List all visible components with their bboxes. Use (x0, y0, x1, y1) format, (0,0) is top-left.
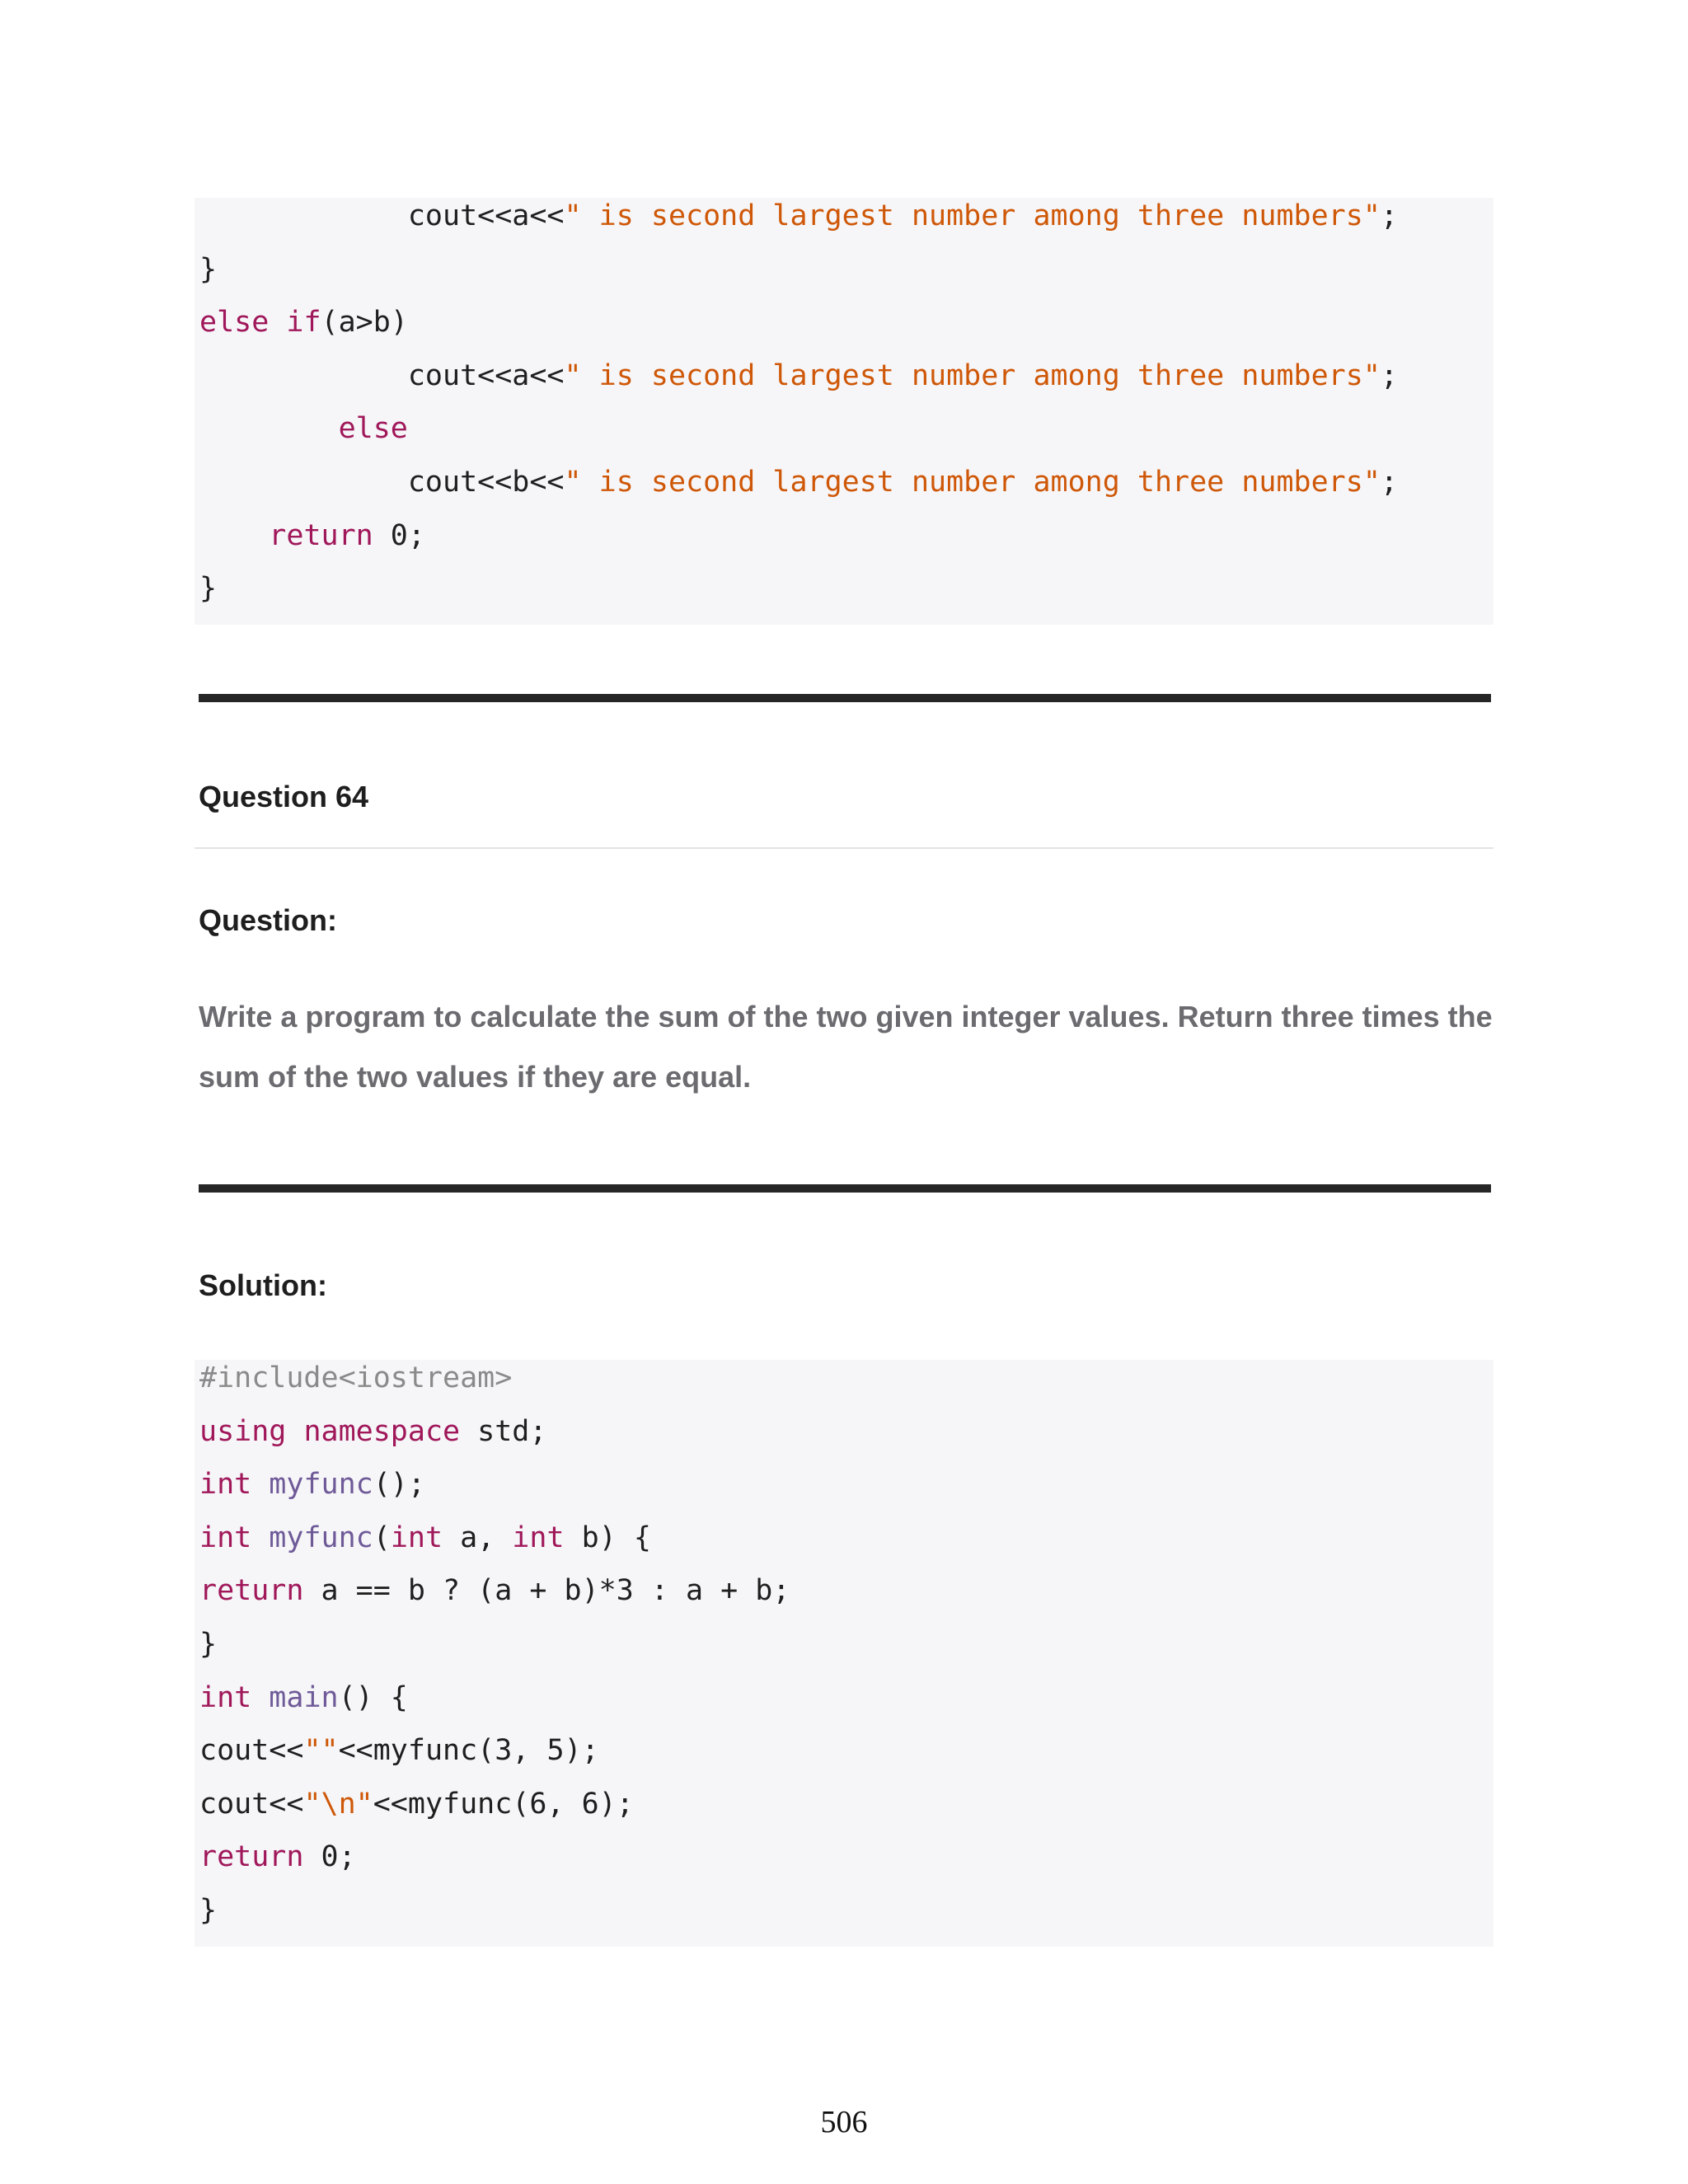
section-divider (199, 694, 1491, 702)
code-token: return (269, 518, 373, 552)
section-divider (199, 1184, 1491, 1193)
solution-code-block (195, 1360, 1493, 1947)
code-token (199, 519, 269, 552)
code-token: int (512, 1521, 565, 1554)
code-token: } (199, 1894, 218, 1927)
code-line (199, 1680, 408, 1716)
code-line (199, 304, 408, 340)
code-token: } (199, 572, 218, 606)
code-token: ; (1380, 466, 1398, 499)
code-token: ( (373, 1521, 391, 1554)
code-token: return (199, 1840, 304, 1874)
top-code-block (195, 198, 1493, 625)
question-heading: Question 64 (199, 780, 369, 813)
code-token: 0; (303, 1840, 356, 1874)
code-line (199, 1626, 217, 1662)
code-token: () { (338, 1680, 408, 1714)
code-token: int (199, 1468, 252, 1502)
code-line (199, 518, 425, 554)
question-label: Question: (199, 903, 337, 937)
solution-label: Solution: (199, 1268, 327, 1302)
code-token: ; (1380, 359, 1398, 392)
code-token: 0; (373, 518, 425, 552)
heading-underline (195, 847, 1493, 849)
code-token (251, 1468, 269, 1501)
code-token: b) { (564, 1521, 651, 1554)
code-token: " is second largest number among three numbers" (564, 466, 1381, 499)
code-token: else (199, 306, 270, 340)
code-token: std; (460, 1414, 547, 1448)
code-token: cout<< (199, 1734, 304, 1768)
code-token: a, (443, 1521, 513, 1554)
code-token: if (286, 306, 321, 340)
code-token: <<myfunc(3, 5); (338, 1734, 599, 1768)
code-token: main (269, 1680, 339, 1714)
code-token: #include<iostream> (199, 1361, 513, 1394)
code-line (199, 1839, 356, 1875)
code-token: <<myfunc(6, 6); (373, 1787, 634, 1821)
code-token (199, 412, 339, 445)
code-token: (a>b) (321, 306, 408, 340)
code-token: namespace (303, 1414, 461, 1448)
code-line (199, 464, 1398, 500)
code-line (199, 1572, 790, 1609)
code-line (199, 1360, 512, 1396)
code-line (199, 1786, 634, 1822)
code-token: myfunc (269, 1468, 373, 1502)
code-token: (); (373, 1468, 425, 1502)
code-line (199, 570, 217, 607)
code-token (286, 1415, 303, 1448)
code-token: } (199, 1628, 218, 1661)
code-token: "\n" (303, 1787, 373, 1821)
code-token: int (199, 1521, 252, 1554)
code-token: return (199, 1574, 304, 1608)
code-line (199, 1413, 546, 1450)
question-body: Write a program to calculate the sum of the two given integer values. Return three times the sum of the two values if they are equal. (199, 1000, 1493, 1094)
code-token: cout<< (199, 1787, 304, 1821)
code-line (199, 1892, 217, 1929)
page-number: 506 (820, 2105, 868, 2139)
code-token: int (390, 1521, 443, 1554)
code-line (199, 198, 1398, 234)
code-line (199, 251, 217, 288)
code-token (251, 1521, 269, 1554)
code-token: ; (1380, 199, 1398, 232)
code-token: "" (303, 1734, 339, 1768)
code-token (269, 306, 286, 339)
code-token: " is second largest number among three numbers" (564, 199, 1381, 232)
code-token: myfunc (269, 1521, 373, 1554)
code-token: else (338, 412, 408, 446)
code-line (199, 1466, 425, 1502)
code-token: cout<<a<< (199, 359, 565, 392)
code-token: cout<<a<< (199, 199, 565, 232)
code-line (199, 410, 408, 447)
code-token: a == b ? (a + b)*3 : a + b; (303, 1574, 790, 1608)
code-token (251, 1681, 269, 1714)
code-token: cout<<b<< (199, 466, 565, 499)
code-token: int (199, 1680, 252, 1714)
code-token: " is second largest number among three numbers" (564, 359, 1381, 392)
code-line (199, 1520, 651, 1556)
code-token: } (199, 252, 218, 286)
code-line (199, 1732, 599, 1769)
code-line (199, 358, 1398, 394)
code-token: using (199, 1414, 287, 1448)
